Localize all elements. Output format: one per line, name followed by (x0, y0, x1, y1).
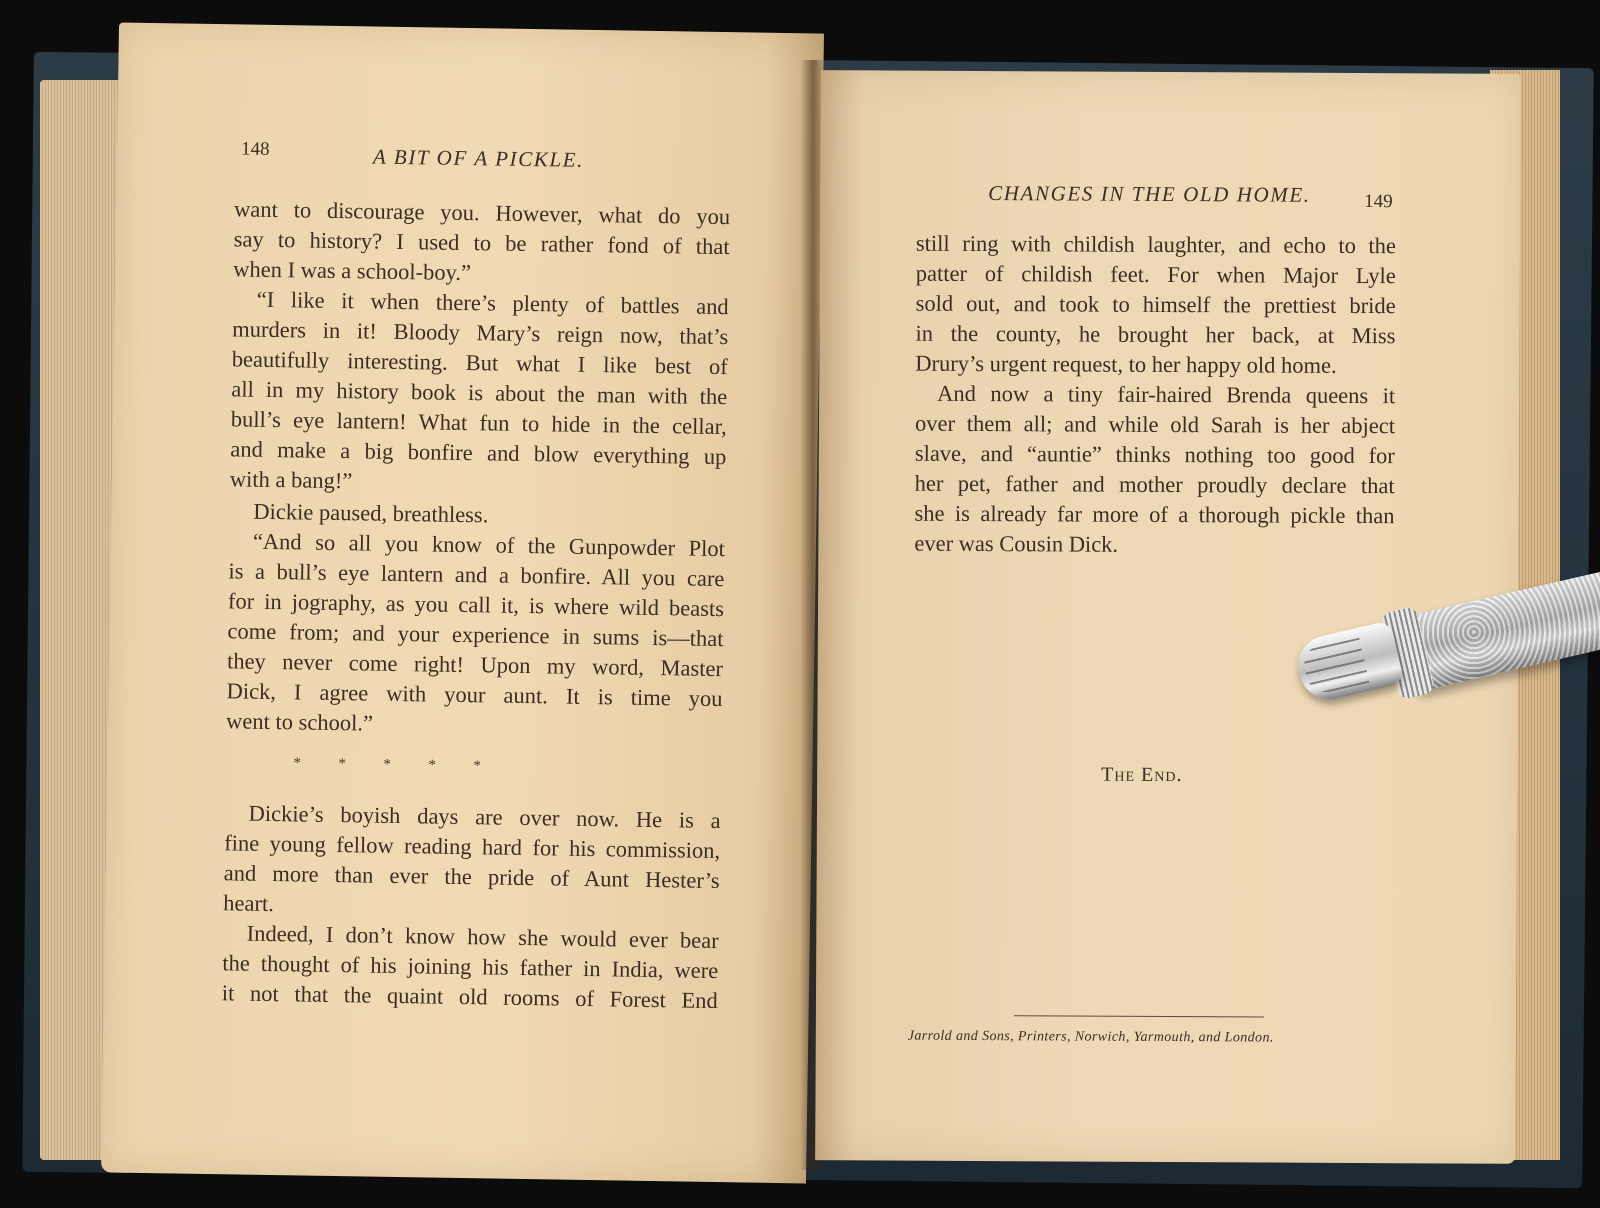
left-running-head: A BIT OF A PICKLE. (372, 144, 585, 172)
text-line: ever was Cousin Dick. (914, 530, 1119, 557)
text-line: murders in it! Bloody Mary’s reign now, that’s (232, 316, 729, 350)
right-running-head: CHANGES IN THE OLD HOME. (988, 181, 1311, 207)
text-line: and more than ever the pride of Aunt Hester’s (223, 860, 720, 894)
text-line: with a bang!” (229, 466, 353, 494)
text-line: it not that the quaint old rooms of Forest End (221, 980, 718, 1014)
the-end-label: The End. (1101, 763, 1183, 787)
text-line: over them all; and while old Sarah is her abject (914, 410, 1396, 439)
text-line: and make a big bonfire and blow everything up (230, 436, 727, 470)
text-line: Dick, I agree with your aunt. It is time you (226, 678, 723, 712)
right-page-number: 149 (1364, 191, 1393, 213)
left-page-number: 148 (240, 138, 270, 160)
text-line: they never come right! Upon my word, Master (226, 648, 724, 682)
text-line: Drury’s urgent request, to her happy old home. (915, 350, 1337, 378)
text-line: Dickie’s boyish days are over now. He is a (248, 800, 721, 834)
text-line: Indeed, I don’t know how she would ever bear (246, 920, 719, 954)
text-line: heart. (223, 890, 275, 917)
text-line: And now a tiny fair-haired Brenda queens it (937, 380, 1396, 409)
section-break-asterisks: * * * * * (293, 755, 482, 775)
text-line: Dickie paused, breathless. (253, 498, 489, 528)
text-line: say to history? I used to be rather fond of that (233, 226, 730, 260)
text-line: “I like it when there’s plenty of battles and (256, 286, 729, 320)
text-line: bull’s eye lantern! What fun to hide in the cellar, (230, 406, 727, 440)
text-line: all in my history book is about the man with the (231, 376, 728, 410)
imprint-rule (1014, 1015, 1264, 1017)
text-line: patter of childish feet. For when Major Lyle (915, 260, 1396, 289)
text-line: went to school.” (225, 708, 374, 736)
text-line: sold out, and took to himself the prettiest bride (915, 290, 1396, 319)
text-line: come from; and your experience in sums is—that (227, 618, 724, 652)
text-line: she is already far more of a thorough pickle than (914, 500, 1395, 529)
text-line: want to discourage you. However, what do you (233, 196, 731, 230)
text-line: in the county, he brought her back, at Miss (915, 320, 1396, 349)
text-line: fine young fellow reading hard for his commission, (224, 830, 721, 864)
text-line: “And so all you know of the Gunpowder Plot (252, 528, 726, 562)
text-line: her pet, father and mother proudly declare that (914, 470, 1395, 499)
left-page (101, 23, 824, 1184)
printer-imprint: Jarrold and Sons, Printers, Norwich, Yarmouth, and London. (907, 1028, 1274, 1046)
text-line: the thought of his joining his father in India, were (222, 950, 719, 984)
text-line: still ring with childish laughter, and echo to the (915, 230, 1397, 259)
text-line: for in jography, as you call it, is where wild beasts (227, 588, 725, 622)
text-line: when I was a school-boy.” (233, 256, 472, 286)
text-line: slave, and “auntie” thinks nothing too good for (914, 440, 1395, 469)
text-line: beautifully interesting. But what I like best of (231, 346, 728, 380)
text-line: is a bull’s eye lantern and a bonfire. All you care (228, 558, 725, 592)
